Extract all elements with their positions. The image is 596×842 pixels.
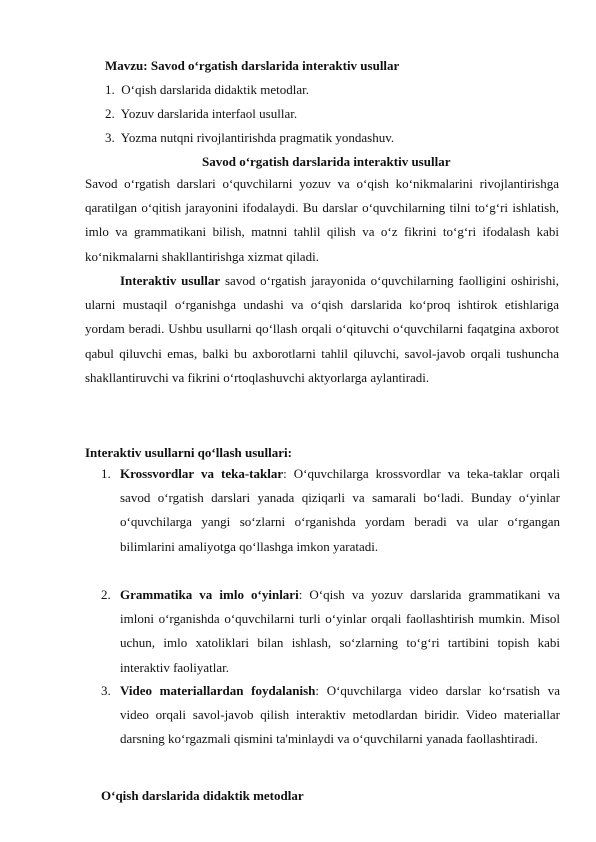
interactive-paragraph [85,269,559,390]
topic-item-text: Yozuv darslarida interfaol usullar. [120,106,298,121]
topic-item-text: O‘qish darslarida didaktik metodlar. [121,82,309,97]
next-section-heading: O‘qish darslarida didaktik metodlar [101,788,304,803]
intro-paragraph: Savod o‘rgatish darslari o‘quvchilarni yozuv va o‘qish ko‘nikmalarini rivojlantirishga qaratilgan o‘qitish jarayonini ifodalaydi. Bu darslar o‘quvchilarning tilni to‘g‘ri ishlatish, imlo va grammatikani bilish, matnni tahlil qilish va o‘z fikrini to‘g‘ri ifodalash kabi ko‘nikmalarni shakllantirishga xizmat qiladi. [85,176,559,264]
usage-item-number: 3. [101,683,111,698]
topic-item: 2. Yozuv darslarida interfaol usullar. [105,106,298,121]
usage-item-title: Video materiallardan foydalanish [120,683,316,698]
interactive-term: Interaktiv usullar [120,273,221,288]
usage-item-text: : O‘quvchilarga video darslar ko‘rsatish va video orqali savol-javob qilish interaktiv metodlardan biridir. Video materiallar darsning ko‘rgazmali qismini ta'minlaydi va o‘quvchilarni yanada faollashtiradi. [120,683,560,747]
usage-item-text: : O‘qish va yozuv darslarida grammatikani va imloni o‘rganishda o‘quvchilarni turli o‘yinlar orqali faollashtirish mumkin. Misol uchun, imlo xatoliklari bilan ishlash, so‘zlarning to‘g‘ri tartibini topish kabi interaktiv faoliyatlar. [120,587,560,675]
topic-item-text: Yozma nutqni rivojlantirishda pragmatik yondashuv. [120,130,395,145]
usage-item-body [120,583,560,680]
topic-item: 1. O‘qish darslarida didaktik metodlar. [105,82,309,97]
topic-label: Mavzu: Savod o‘rgatish darslarida interaktiv usullar [105,58,400,73]
usage-item-body [120,462,560,559]
usage-item-title: Krossvordlar va teka-taklar [120,466,284,481]
usage-item-text: : O‘quvchilarga krossvordlar va teka-taklar orqali savod o‘rgatish darslari yanada qiziqarli va samarali bo‘ladi. Bunday o‘yinlar o‘quvchilarga yangi so‘zlarni o‘rganishda yordam beradi va ular o‘rgangan bilimlarini amaliyotga qo‘llashga imkon yaratadi. [120,466,560,554]
section-title: Savod o‘rgatish darslarida interaktiv usullar [202,154,451,169]
topic-item: 3. Yozma nutqni rivojlantirishda pragmatik yondashuv. [105,130,395,145]
interactive-text: savod o‘rgatish jarayonida o‘quvchilarning faolligini oshirishi, ularni mustaqil o‘rganishga undashi va o‘qish darslarida ko‘proq ishtirok etishlariga yordam beradi. Ushbu usullarni qo‘llash orqali o‘qituvchi o‘quvchilarni faqatgina axborot qabul qiluvchi emas, balki bu axborotlarni tahlil qiluvchi, savol-javob orqali tushuncha shakllantiruvchi va fikrini o‘rtoqlashuvchi aktyorlarga aylantiradi. [85,273,559,385]
usage-item-number: 2. [101,587,111,602]
usage-item-number: 1. [101,466,111,481]
usage-item-title: Grammatika va imlo o‘yinlari [120,587,299,602]
usage-item-body [120,679,560,752]
usage-heading: Interaktiv usullarni qo‘llash usullari: [85,445,292,460]
